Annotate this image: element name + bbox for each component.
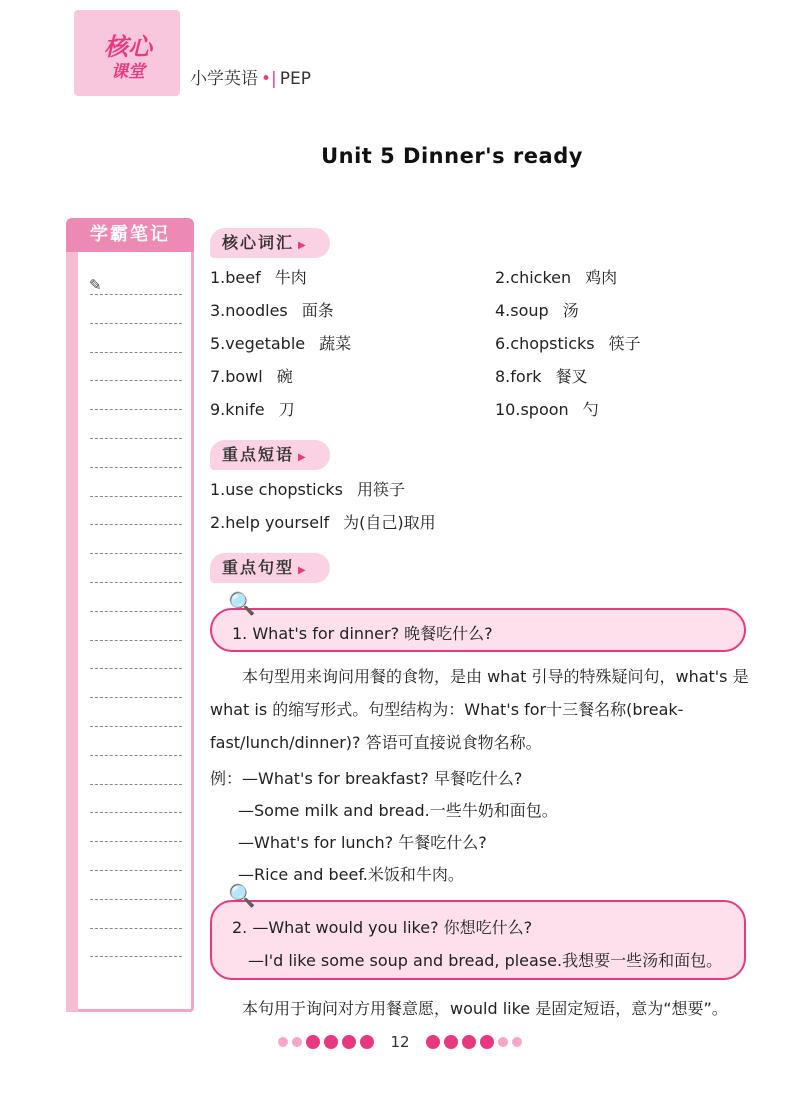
note-line — [90, 697, 182, 698]
pattern-1-title: 1. What's for dinner? 晚餐吃什么? — [232, 624, 493, 643]
vocab-zh: 餐叉 — [555, 367, 588, 386]
magnifier-icon: 🔍 — [228, 884, 256, 909]
notes-sidebar — [66, 248, 194, 1012]
sidebar-title: 学霸笔记 — [66, 218, 194, 252]
footer-dot — [324, 1035, 338, 1049]
footer-dot — [498, 1037, 508, 1047]
note-line — [90, 899, 182, 900]
note-line — [90, 668, 182, 669]
pattern-2-line1: 2. —What would you like? 你想吃什么? — [232, 918, 533, 937]
phrase-en: 2.help yourself — [210, 513, 330, 532]
vocab-en: 3.noodles — [210, 301, 288, 320]
note-line — [90, 294, 182, 295]
section-title-vocab: 核心词汇 — [222, 233, 295, 252]
note-line — [90, 582, 182, 583]
vocab-item — [210, 268, 307, 288]
section-tag-phrases — [210, 440, 330, 470]
note-line — [90, 496, 182, 497]
note-line — [90, 928, 182, 929]
tag-arrow-icon: ▶ — [298, 240, 308, 251]
vocab-item — [210, 400, 295, 420]
vocab-zh: 碗 — [276, 367, 293, 386]
section-title-phrases: 重点短语 — [222, 445, 295, 464]
phrase-item — [210, 480, 405, 500]
note-line — [90, 611, 182, 612]
vocab-zh: 汤 — [562, 301, 579, 320]
note-line — [90, 956, 182, 957]
footer-dot — [426, 1035, 440, 1049]
phrase-item — [210, 513, 436, 533]
vocab-en: 5.vegetable — [210, 334, 306, 353]
footer-dot — [444, 1035, 458, 1049]
example-line: —What's for lunch? 午餐吃什么? — [238, 833, 487, 852]
magnifier-icon: 🔍 — [228, 592, 256, 617]
footer-dot — [342, 1035, 356, 1049]
vocab-item — [210, 301, 334, 321]
note-line — [90, 352, 182, 353]
note-line — [90, 870, 182, 871]
footer-dot — [292, 1037, 302, 1047]
vocab-en: 1.beef — [210, 268, 261, 287]
tag-arrow-icon: ▶ — [298, 452, 308, 463]
note-line — [90, 524, 182, 525]
note-line — [90, 726, 182, 727]
vocab-item — [495, 400, 599, 420]
vocab-zh: 筷子 — [608, 334, 641, 353]
vocab-zh: 蔬菜 — [319, 334, 352, 353]
pattern-2-explanation: 本句用于询问对方用餐意愿，would like 是固定短语，意为“想要”。 — [242, 999, 728, 1018]
example-line: —Rice and beef.米饭和牛肉。 — [238, 865, 464, 884]
logo-line1: 核心 — [104, 33, 152, 61]
example-line: 例：—What's for breakfast? 早餐吃什么? — [210, 769, 523, 788]
vocab-item — [495, 268, 617, 288]
page-title: Unit 5 Dinner's ready — [321, 144, 583, 168]
footer-dot — [306, 1035, 320, 1049]
sidebar-strip — [66, 248, 78, 1012]
note-line — [90, 784, 182, 785]
pattern-2-line2: —I'd like some soup and bread, please.我想要一些汤和面包。 — [248, 951, 723, 970]
vocab-en: 10.spoon — [495, 400, 569, 419]
vocab-item — [210, 334, 351, 354]
vocab-zh: 鸡肉 — [585, 268, 618, 287]
vocab-zh: 勺 — [582, 400, 599, 419]
footer-dot — [512, 1037, 522, 1047]
tag-arrow-icon: ▶ — [298, 565, 308, 576]
section-tag-sentences — [210, 553, 330, 583]
book-edition: PEP — [279, 69, 312, 89]
page-number: 12 — [390, 1033, 410, 1051]
section-title-sentences: 重点句型 — [222, 558, 295, 577]
note-line — [90, 640, 182, 641]
note-line — [90, 380, 182, 381]
pattern-1-explanation: 本句型用来询问用餐的食物，是由 what 引导的特殊疑问句，what's 是 what is 的缩写形式。句型结构为：What's for十三餐名称(break-fast/lunch/dinner)? 答语可直接说食物名称。 — [210, 667, 749, 752]
note-line — [90, 438, 182, 439]
pencil-icon: ✎ — [89, 276, 102, 294]
note-line — [90, 467, 182, 468]
note-line — [90, 812, 182, 813]
vocab-item — [495, 301, 579, 321]
vocab-zh: 牛肉 — [274, 268, 307, 287]
book-title — [190, 64, 311, 89]
note-line — [90, 755, 182, 756]
phrase-en: 1.use chopsticks — [210, 480, 344, 499]
page-footer — [0, 1033, 800, 1051]
footer-dot — [462, 1035, 476, 1049]
note-line — [90, 553, 182, 554]
footer-dot — [480, 1035, 494, 1049]
section-tag-vocab — [210, 228, 330, 258]
vocab-zh: 面条 — [301, 301, 334, 320]
vocab-item — [210, 367, 293, 387]
vocab-item — [495, 334, 641, 354]
logo-line2: 课堂 — [111, 62, 145, 82]
footer-dot — [360, 1035, 374, 1049]
vocab-en: 8.fork — [495, 367, 542, 386]
footer-dot — [278, 1037, 288, 1047]
vocab-en: 4.soup — [495, 301, 549, 320]
note-line — [90, 323, 182, 324]
book-subject: 小学英语 — [190, 69, 258, 89]
example-line: —Some milk and bread.一些牛奶和面包。 — [238, 801, 558, 820]
note-line — [90, 409, 182, 410]
phrase-zh: 用筷子 — [357, 480, 406, 499]
phrase-zh: 为(自己)取用 — [343, 513, 436, 532]
vocab-en: 2.chicken — [495, 268, 572, 287]
note-line — [90, 841, 182, 842]
vocab-en: 9.knife — [210, 400, 265, 419]
vocab-zh: 刀 — [278, 400, 295, 419]
vocab-en: 7.bowl — [210, 367, 263, 386]
book-separator: •| — [261, 69, 277, 89]
vocab-en: 6.chopsticks — [495, 334, 595, 353]
vocab-item — [495, 367, 588, 387]
